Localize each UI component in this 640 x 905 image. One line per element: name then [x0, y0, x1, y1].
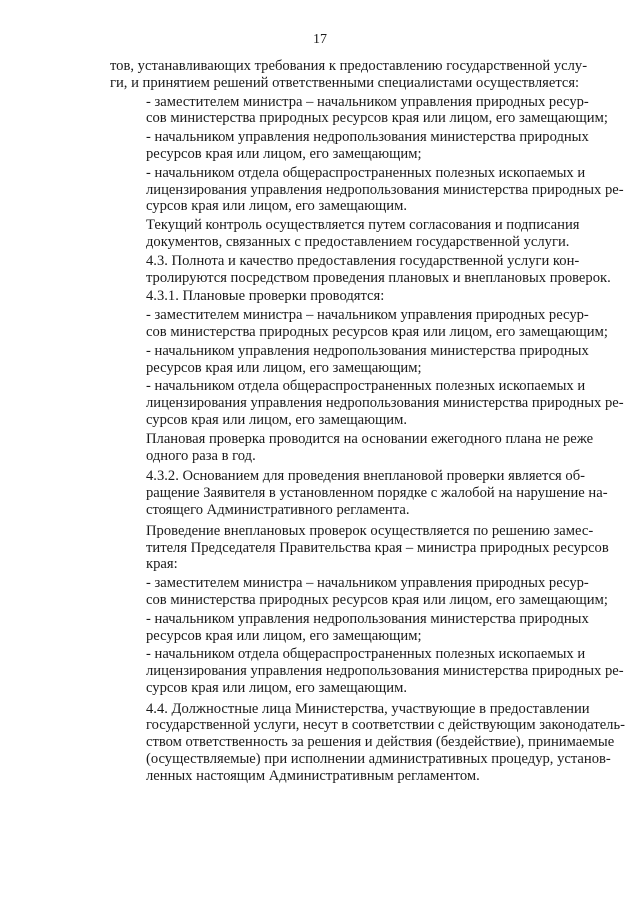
text-line: - заместителем министра – начальником управления природных ресур-	[146, 93, 589, 110]
document-body	[110, 58, 625, 787]
text-line: края:	[146, 556, 178, 573]
paragraph	[110, 307, 615, 341]
paragraph	[110, 378, 624, 428]
text-line: - начальником отдела общераспространенных полезных ископаемых и	[146, 164, 586, 181]
text-line: лицензирования управления недропользования министерства природных ре-	[146, 395, 624, 412]
text-line: - заместителем министра – начальником управления природных ресур-	[146, 575, 589, 592]
text-line: ресурсов края или лицом, его замещающим;	[146, 145, 422, 162]
text-line: Проведение внеплановых проверок осуществляется по решению замес-	[146, 522, 594, 539]
paragraph	[110, 253, 615, 287]
text-line: стоящего Административного регламента.	[146, 501, 410, 518]
paragraph	[110, 700, 625, 785]
text-line: ресурсов края или лицом, его замещающим;	[146, 359, 422, 376]
text-line: государственной услуги, несут в соответствии с действующим законодатель-	[146, 717, 625, 734]
paragraph	[110, 523, 615, 573]
text-line: сов министерства природных ресурсов края или лицом, его замещающим;	[146, 110, 608, 127]
paragraph	[110, 611, 615, 645]
text-line: Плановая проверка проводится на основании ежегодного плана не реже	[146, 430, 594, 447]
text-line: 4.3.1. Плановые проверки проводятся:	[146, 288, 385, 305]
text-line: тов, устанавливающих требования к предоставлению государственной услу-	[110, 58, 588, 74]
paragraph	[110, 646, 624, 696]
text-line: - начальником управления недропользования министерства природных	[146, 129, 589, 146]
text-line: одного раза в год.	[146, 447, 256, 464]
paragraph	[110, 575, 615, 609]
text-line: тителя Председателя Правительства края – министра природных ресурсов	[146, 539, 609, 556]
text-line: лицензирования управления недропользования министерства природных ре-	[146, 181, 624, 198]
paragraph	[110, 164, 624, 215]
text-line: ращение Заявителя в установленном порядке с жалобой на нарушение на-	[146, 485, 608, 502]
text-line: - заместителем министра – начальником управления природных ресур-	[146, 307, 589, 324]
page-number: 17	[313, 32, 327, 47]
text-line: сурсов края или лицом, его замещающим.	[146, 198, 407, 215]
text-line: сурсов края или лицом, его замещающим.	[146, 411, 407, 428]
text-line: тролируются посредством проведения плановых и внеплановых проверок.	[146, 269, 611, 286]
paragraph	[110, 129, 615, 163]
text-line: сов министерства природных ресурсов края или лицом, его замещающим;	[146, 323, 608, 340]
text-line: Текущий контроль осуществляется путем согласования и подписания	[146, 217, 580, 234]
text-line: - начальником управления недропользования министерства природных	[146, 610, 589, 627]
text-line: ресурсов края или лицом, его замещающим;	[146, 627, 422, 644]
text-line: 4.3. Полнота и качество предоставления государственной услуги кон-	[146, 252, 580, 269]
text-line: ги, и принятием решений ответственными специалистами осуществляется:	[110, 74, 580, 91]
paragraph	[110, 94, 615, 128]
text-line: сов министерства природных ресурсов края или лицом, его замещающим;	[146, 591, 608, 608]
paragraph	[110, 288, 615, 305]
text-line: сурсов края или лицом, его замещающим.	[146, 679, 407, 696]
text-line: - начальником отдела общераспространенных полезных ископаемых и	[146, 646, 586, 663]
text-line: - начальником управления недропользования министерства природных	[146, 342, 589, 359]
text-line: лицензирования управления недропользования министерства природных ре-	[146, 663, 624, 680]
text-line: ством ответственность за решения и действия (бездействие), принимаемые	[146, 734, 615, 751]
paragraph	[110, 58, 615, 92]
text-line: ленных настоящим Административным регламентом.	[146, 767, 480, 784]
text-line: 4.4. Должностные лица Министерства, участвующие в предоставлении	[146, 700, 590, 717]
text-line: документов, связанных с предоставлением государственной услуги.	[146, 233, 570, 250]
text-line: 4.3.2. Основанием для проведения внеплановой проверки является об-	[146, 468, 586, 485]
text-line: (осуществляемые) при исполнении административных процедур, установ-	[146, 751, 611, 768]
paragraph	[110, 217, 615, 251]
text-line: - начальником отдела общераспространенных полезных ископаемых и	[146, 378, 586, 395]
paragraph	[110, 343, 615, 377]
paragraph	[110, 468, 615, 518]
paragraph	[110, 431, 615, 465]
